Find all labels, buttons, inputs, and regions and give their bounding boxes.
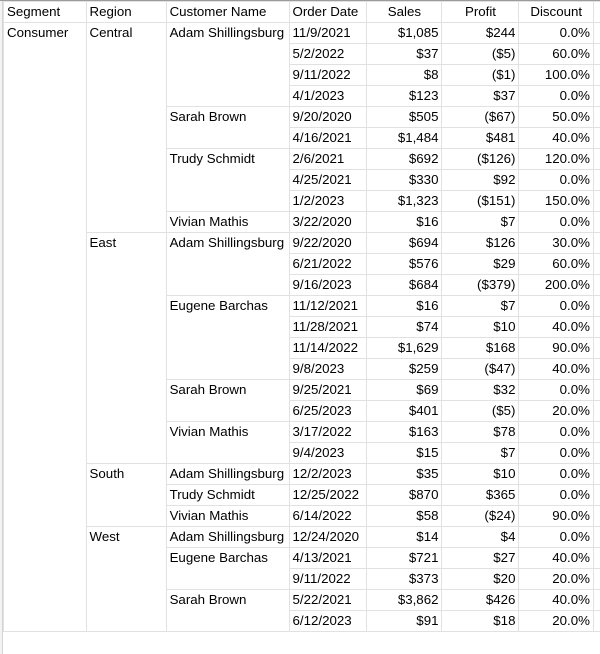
- discount-cell[interactable]: 50.0%: [519, 107, 593, 128]
- customer-name-cell[interactable]: Vivian Mathis: [166, 422, 289, 464]
- customer-name-cell[interactable]: Vivian Mathis: [166, 212, 289, 233]
- region-cell[interactable]: East: [86, 233, 166, 464]
- customer-name-cell[interactable]: Trudy Schmidt: [166, 149, 289, 212]
- empty-cell[interactable]: [593, 422, 600, 443]
- sales-cell[interactable]: $58: [367, 506, 442, 527]
- discount-cell[interactable]: 0.0%: [519, 23, 593, 44]
- empty-cell[interactable]: [593, 254, 600, 275]
- order-date-cell[interactable]: 9/16/2023: [289, 275, 367, 296]
- sales-cell[interactable]: $69: [367, 380, 442, 401]
- discount-cell[interactable]: 40.0%: [519, 317, 593, 338]
- discount-cell[interactable]: 100.0%: [519, 65, 593, 86]
- profit-cell[interactable]: $27: [442, 548, 519, 569]
- discount-cell[interactable]: 30.0%: [519, 233, 593, 254]
- order-date-cell[interactable]: 11/28/2021: [289, 317, 367, 338]
- empty-cell[interactable]: [593, 149, 600, 170]
- sales-cell[interactable]: $692: [367, 149, 442, 170]
- region-cell[interactable]: South: [86, 464, 166, 527]
- empty-cell[interactable]: [593, 44, 600, 65]
- customer-name-cell[interactable]: Sarah Brown: [166, 380, 289, 422]
- empty-cell[interactable]: [593, 464, 600, 485]
- discount-cell[interactable]: 0.0%: [519, 422, 593, 443]
- sales-cell[interactable]: $721: [367, 548, 442, 569]
- profit-cell[interactable]: ($67): [442, 107, 519, 128]
- order-date-cell[interactable]: 9/11/2022: [289, 569, 367, 590]
- order-date-cell[interactable]: 9/4/2023: [289, 443, 367, 464]
- pivot-table: [3, 1, 600, 632]
- discount-cell[interactable]: 90.0%: [519, 338, 593, 359]
- header-region[interactable]: Region: [86, 2, 166, 23]
- sales-cell[interactable]: $14: [367, 527, 442, 548]
- segment-cell[interactable]: Consumer: [4, 23, 87, 632]
- discount-cell[interactable]: 20.0%: [519, 569, 593, 590]
- discount-cell[interactable]: 120.0%: [519, 149, 593, 170]
- sales-cell[interactable]: $1,323: [367, 191, 442, 212]
- sales-cell[interactable]: $123: [367, 86, 442, 107]
- sales-cell[interactable]: $505: [367, 107, 442, 128]
- customer-name-cell[interactable]: Vivian Mathis: [166, 506, 289, 527]
- profit-cell[interactable]: ($47): [442, 359, 519, 380]
- sales-cell[interactable]: $37: [367, 44, 442, 65]
- empty-cell[interactable]: [593, 317, 600, 338]
- discount-cell[interactable]: 0.0%: [519, 443, 593, 464]
- order-date-cell[interactable]: 9/25/2021: [289, 380, 367, 401]
- customer-name-cell[interactable]: Trudy Schmidt: [166, 485, 289, 506]
- order-date-cell[interactable]: 2/6/2021: [289, 149, 367, 170]
- customer-name-cell[interactable]: Adam Shillingsburg: [166, 23, 289, 107]
- profit-cell[interactable]: $18: [442, 611, 519, 632]
- discount-cell[interactable]: 40.0%: [519, 548, 593, 569]
- empty-cell[interactable]: [593, 275, 600, 296]
- empty-cell[interactable]: [593, 380, 600, 401]
- discount-cell[interactable]: 0.0%: [519, 527, 593, 548]
- profit-cell[interactable]: ($24): [442, 506, 519, 527]
- discount-cell[interactable]: 40.0%: [519, 590, 593, 611]
- sales-cell[interactable]: $35: [367, 464, 442, 485]
- empty-cell[interactable]: [593, 2, 600, 23]
- empty-cell[interactable]: [593, 23, 600, 44]
- header-row: [4, 2, 600, 23]
- order-date-cell[interactable]: 12/24/2020: [289, 527, 367, 548]
- discount-cell[interactable]: 60.0%: [519, 44, 593, 65]
- empty-cell[interactable]: [593, 359, 600, 380]
- order-date-cell[interactable]: 4/1/2023: [289, 86, 367, 107]
- profit-cell[interactable]: $7: [442, 212, 519, 233]
- order-date-cell[interactable]: 4/13/2021: [289, 548, 367, 569]
- empty-cell[interactable]: [593, 569, 600, 590]
- discount-cell[interactable]: 200.0%: [519, 275, 593, 296]
- table-row: [4, 527, 600, 548]
- order-date-cell[interactable]: 6/14/2022: [289, 506, 367, 527]
- sales-cell[interactable]: $259: [367, 359, 442, 380]
- customer-name-cell[interactable]: Sarah Brown: [166, 590, 289, 632]
- header-order-date[interactable]: Order Date: [289, 2, 367, 23]
- header-discount[interactable]: Discount: [519, 2, 593, 23]
- order-date-cell[interactable]: 11/12/2021: [289, 296, 367, 317]
- profit-cell[interactable]: $244: [442, 23, 519, 44]
- profit-cell[interactable]: ($379): [442, 275, 519, 296]
- sales-cell[interactable]: $694: [367, 233, 442, 254]
- empty-cell[interactable]: [593, 128, 600, 149]
- order-date-cell[interactable]: 5/2/2022: [289, 44, 367, 65]
- empty-cell[interactable]: [593, 107, 600, 128]
- sales-cell[interactable]: $1,629: [367, 338, 442, 359]
- header-profit[interactable]: Profit: [442, 2, 519, 23]
- order-date-cell[interactable]: 11/14/2022: [289, 338, 367, 359]
- discount-cell[interactable]: 0.0%: [519, 485, 593, 506]
- order-date-cell[interactable]: 4/25/2021: [289, 170, 367, 191]
- order-date-cell[interactable]: 9/20/2020: [289, 107, 367, 128]
- empty-cell[interactable]: [593, 443, 600, 464]
- discount-cell[interactable]: 20.0%: [519, 611, 593, 632]
- customer-name-cell[interactable]: Adam Shillingsburg: [166, 464, 289, 485]
- customer-name-cell[interactable]: Eugene Barchas: [166, 548, 289, 590]
- discount-cell[interactable]: 90.0%: [519, 506, 593, 527]
- order-date-cell[interactable]: 12/25/2022: [289, 485, 367, 506]
- sales-cell[interactable]: $684: [367, 275, 442, 296]
- profit-cell[interactable]: $426: [442, 590, 519, 611]
- profit-cell[interactable]: $10: [442, 317, 519, 338]
- customer-name-cell[interactable]: Adam Shillingsburg: [166, 527, 289, 548]
- sales-cell[interactable]: $16: [367, 296, 442, 317]
- order-date-cell[interactable]: 1/2/2023: [289, 191, 367, 212]
- profit-cell[interactable]: $29: [442, 254, 519, 275]
- empty-cell[interactable]: [593, 611, 600, 632]
- profit-cell[interactable]: $78: [442, 422, 519, 443]
- customer-name-cell[interactable]: Adam Shillingsburg: [166, 233, 289, 296]
- order-date-cell[interactable]: 3/22/2020: [289, 212, 367, 233]
- profit-cell[interactable]: $7: [442, 443, 519, 464]
- empty-cell[interactable]: [593, 485, 600, 506]
- empty-cell[interactable]: [593, 191, 600, 212]
- profit-cell[interactable]: ($5): [442, 401, 519, 422]
- empty-cell[interactable]: [593, 233, 600, 254]
- customer-name-cell[interactable]: Sarah Brown: [166, 107, 289, 149]
- empty-cell[interactable]: [593, 401, 600, 422]
- region-cell[interactable]: West: [86, 527, 166, 632]
- profit-cell[interactable]: $37: [442, 86, 519, 107]
- sales-cell[interactable]: $1,484: [367, 128, 442, 149]
- order-date-cell[interactable]: 4/16/2021: [289, 128, 367, 149]
- empty-cell[interactable]: [593, 338, 600, 359]
- region-cell[interactable]: Central: [86, 23, 166, 233]
- sales-cell[interactable]: $74: [367, 317, 442, 338]
- discount-cell[interactable]: 0.0%: [519, 296, 593, 317]
- order-date-cell[interactable]: 12/2/2023: [289, 464, 367, 485]
- sales-cell[interactable]: $401: [367, 401, 442, 422]
- sales-cell[interactable]: $15: [367, 443, 442, 464]
- empty-cell[interactable]: [593, 506, 600, 527]
- order-date-cell[interactable]: 6/25/2023: [289, 401, 367, 422]
- header-segment[interactable]: Segment: [4, 2, 87, 23]
- discount-cell[interactable]: 40.0%: [519, 128, 593, 149]
- discount-cell[interactable]: 0.0%: [519, 86, 593, 107]
- sales-cell[interactable]: $163: [367, 422, 442, 443]
- sales-cell[interactable]: $373: [367, 569, 442, 590]
- profit-cell[interactable]: $168: [442, 338, 519, 359]
- sales-cell[interactable]: $8: [367, 65, 442, 86]
- profit-cell[interactable]: ($151): [442, 191, 519, 212]
- discount-cell[interactable]: 0.0%: [519, 380, 593, 401]
- order-date-cell[interactable]: 9/22/2020: [289, 233, 367, 254]
- sales-cell[interactable]: $870: [367, 485, 442, 506]
- order-date-cell[interactable]: 11/9/2021: [289, 23, 367, 44]
- order-date-cell[interactable]: 3/17/2022: [289, 422, 367, 443]
- discount-cell[interactable]: 40.0%: [519, 359, 593, 380]
- sales-cell[interactable]: $3,862: [367, 590, 442, 611]
- sales-cell[interactable]: $16: [367, 212, 442, 233]
- sales-cell[interactable]: $576: [367, 254, 442, 275]
- profit-cell[interactable]: $365: [442, 485, 519, 506]
- empty-cell[interactable]: [593, 86, 600, 107]
- profit-cell[interactable]: ($5): [442, 44, 519, 65]
- customer-name-cell[interactable]: Eugene Barchas: [166, 296, 289, 380]
- discount-cell[interactable]: 0.0%: [519, 212, 593, 233]
- profit-cell[interactable]: $92: [442, 170, 519, 191]
- profit-cell[interactable]: $4: [442, 527, 519, 548]
- order-date-cell[interactable]: 9/8/2023: [289, 359, 367, 380]
- sales-cell[interactable]: $330: [367, 170, 442, 191]
- table-row: [4, 23, 600, 44]
- profit-cell[interactable]: $481: [442, 128, 519, 149]
- order-date-cell[interactable]: 6/12/2023: [289, 611, 367, 632]
- profit-cell[interactable]: $10: [442, 464, 519, 485]
- table-row: [4, 464, 600, 485]
- empty-cell[interactable]: [593, 170, 600, 191]
- order-date-cell[interactable]: 6/21/2022: [289, 254, 367, 275]
- empty-cell[interactable]: [593, 590, 600, 611]
- profit-cell[interactable]: $126: [442, 233, 519, 254]
- sales-cell[interactable]: $91: [367, 611, 442, 632]
- discount-cell[interactable]: 0.0%: [519, 170, 593, 191]
- profit-cell[interactable]: $32: [442, 380, 519, 401]
- profit-cell[interactable]: $7: [442, 296, 519, 317]
- discount-cell[interactable]: 60.0%: [519, 254, 593, 275]
- empty-cell[interactable]: [593, 527, 600, 548]
- profit-cell[interactable]: ($126): [442, 149, 519, 170]
- order-date-cell[interactable]: 9/11/2022: [289, 65, 367, 86]
- empty-cell[interactable]: [593, 296, 600, 317]
- discount-cell[interactable]: 20.0%: [519, 401, 593, 422]
- empty-cell[interactable]: [593, 212, 600, 233]
- discount-cell[interactable]: 150.0%: [519, 191, 593, 212]
- order-date-cell[interactable]: 5/22/2021: [289, 590, 367, 611]
- header-sales[interactable]: Sales: [367, 2, 442, 23]
- empty-cell[interactable]: [593, 65, 600, 86]
- empty-cell[interactable]: [593, 548, 600, 569]
- table-row: [4, 233, 600, 254]
- profit-cell[interactable]: $20: [442, 569, 519, 590]
- profit-cell[interactable]: ($1): [442, 65, 519, 86]
- header-customer-name[interactable]: Customer Name: [166, 2, 289, 23]
- discount-cell[interactable]: 0.0%: [519, 464, 593, 485]
- sales-cell[interactable]: $1,085: [367, 23, 442, 44]
